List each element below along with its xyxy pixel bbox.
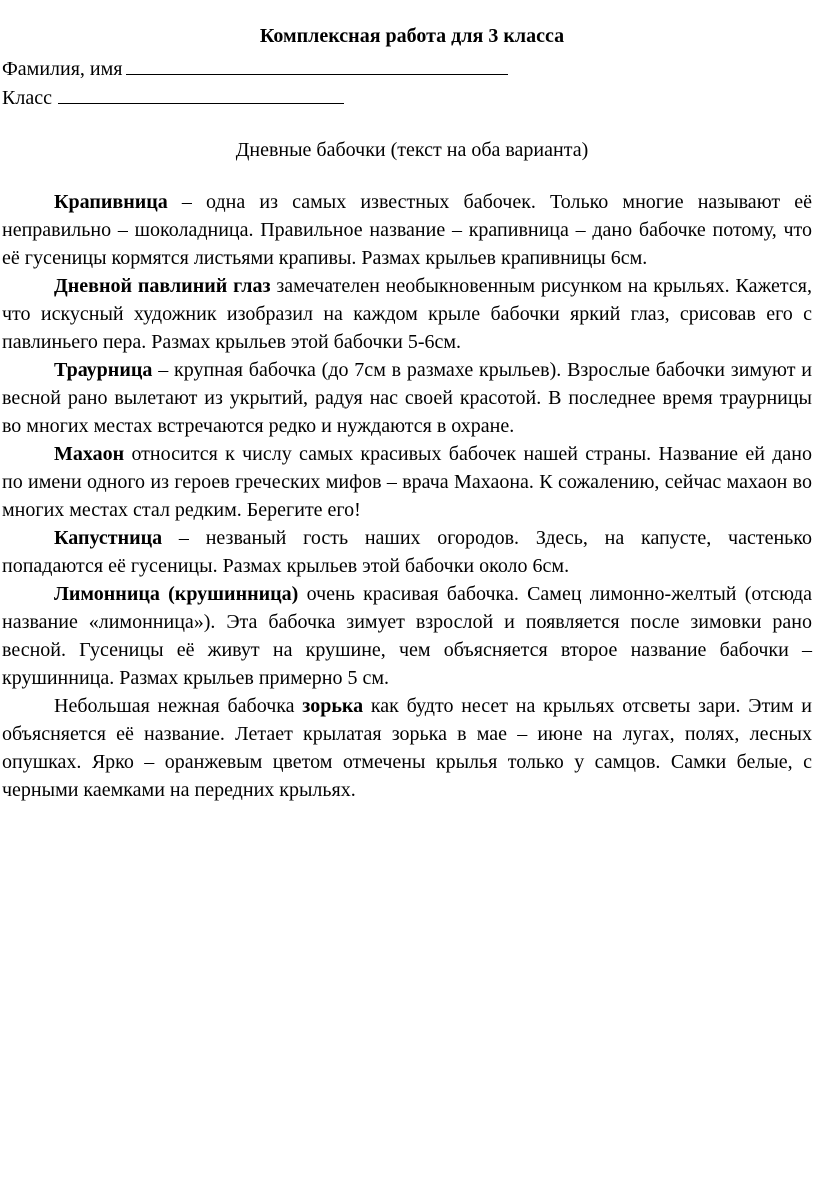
text-subtitle: Дневные бабочки (текст на оба варианта) [235,139,589,161]
paragraph-kapustnitsa [2,524,812,580]
term: Траурница [54,359,153,381]
paragraph-zorka [2,692,812,804]
name-field-row [0,54,816,83]
paragraph-limonnitsa [2,580,812,692]
paragraph-text: – крупная бабочка (до 7см в размахе крыльев). Взрослые бабочки зимуют и весной рано вылетают из укрытий, радуя нас своей красотой. В последнее время траурницы во многих местах встречаются редко и нуждаются в охране. [2,359,812,437]
paragraph-text: относится к числу самых красивых бабочек нашей страны. Название ей дано по имени одного из героев греческих мифов – врача Махаона. К сожалению, сейчас махаон во многих местах стал редким. Берегите его! [2,443,812,521]
paragraph-text: замечателен необыкновенным рисунком на крыльях. Кажется, что искусный художник изобразил на каждом крыле бабочки яркий глаз, срисовав его с павлиньего пера. Размах крыльев этой бабочки 5-6см. [2,275,812,353]
paragraph-pavliniy-glaz [2,272,812,356]
term: Капустница [54,527,163,549]
paragraph-text: – одна из самых известных бабочек. Только многие называют её неправильно – шоколадница. Правильное название – крапивница – дано бабочке потому, что её гусеницы кормятся листьями крапивы. Размах крыльев крапивницы 6см. [2,191,812,269]
term: Крапивница [54,191,168,213]
class-label: Класс [2,87,52,109]
paragraph-makhaon [2,440,812,524]
name-label: Фамилия, имя [2,58,123,80]
paragraph-traurnitsa [2,356,812,440]
paragraph-text: – незваный гость наших огородов. Здесь, на капусте, частенько попадаются её гусеницы. Размах крыльев этой бабочки около 6см. [2,527,812,577]
term: зорька [302,695,364,717]
class-blank-line[interactable] [58,83,344,104]
paragraph-krapivnitsa [2,188,812,272]
term: Дневной павлиний глаз [54,275,271,297]
name-blank-line[interactable] [126,54,508,75]
paragraph-text-before: Небольшая нежная бабочка [54,695,303,717]
worksheet-page [0,22,816,804]
term: Махаон [54,443,125,465]
worksheet-title: Комплексная работа для 3 класса [259,25,565,47]
term: Лимонница (крушинница) [54,583,299,605]
class-field-row [0,83,816,112]
paragraph-text-after: как будто несет на крыльях отсветы зари. Этим и объясняется её название. Летает крылатая зорька в мае – июне на лугах, полях, лесных опушках. Ярко – оранжевым цветом отмечены крылья только у самцов. Самки белые, с черными каемками на передних крыльях. [2,695,812,801]
butterfly-text [0,188,812,804]
paragraph-text: очень красивая бабочка. Самец лимонно-желтый (отсюда название «лимонница»). Эта бабочка зимует взрослой и появляется после зимовки рано весной. Гусеницы её живут на крушине, чем объясняется второе название бабочки – крушинница. Размах крыльев примерно 5 см. [2,583,812,689]
